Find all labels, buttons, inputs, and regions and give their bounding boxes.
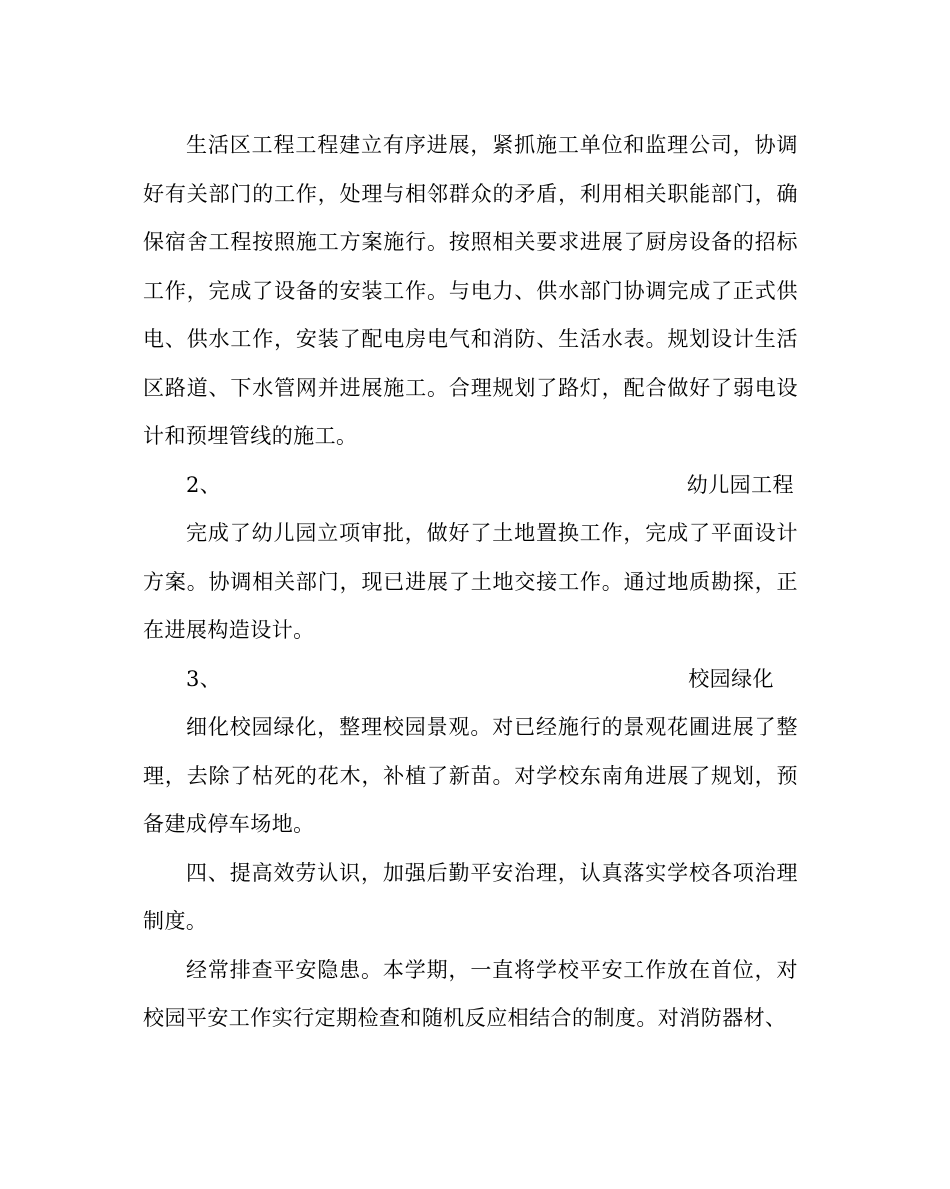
paragraph-living-area: 生活区工程工程建立有序进展，紧抓施工单位和监理公司，协调好有关部门的工作，处理与相邻群众的矛盾，利用相关职能部门，确保宿舍工程按照施工方案施行。按照相关要求进展了厨房设备的招标工作，完成了设备的安装工作。与电力、供水部门协调完成了正式供电、供水工作，安装了配电房电气和消防、生活水表。规划设计生活区路道、下水管网并进展施工。合理规划了路灯，配合做好了弱电设计和预埋管线的施工。 bbox=[143, 133, 798, 448]
paragraph-kindergarten: 完成了幼儿园立项审批，做好了土地置换工作，完成了平面设计方案。协调相关部门，现已进展了土地交接工作。通过地质勘探，正在进展构造设计。 bbox=[143, 521, 798, 642]
section-number: 3、 bbox=[186, 666, 222, 691]
section-heading-kindergarten bbox=[143, 461, 798, 510]
document-page bbox=[143, 121, 798, 1043]
section-number: 2、 bbox=[186, 472, 222, 497]
paragraph-hazard-check: 经常排查平安隐患。本学期，一直将学校平安工作放在首位，对校园平安工作实行定期检查和随机反应相结合的制度。对消防器材、 bbox=[143, 957, 798, 1030]
section-heading-greening bbox=[143, 655, 798, 704]
paragraph-greening: 细化校园绿化，整理校园景观。对已经施行的景观花圃进展了整理，去除了枯死的花木，补植了新苗。对学校东南角进展了规划，预备建成停车场地。 bbox=[143, 715, 798, 836]
section-title: 校园绿化 bbox=[688, 666, 774, 691]
section-title: 幼儿园工程 bbox=[686, 472, 794, 497]
paragraph-service-safety: 四、提高效劳认识，加强后勤平安治理，认真落实学校各项治理制度。 bbox=[143, 860, 798, 933]
